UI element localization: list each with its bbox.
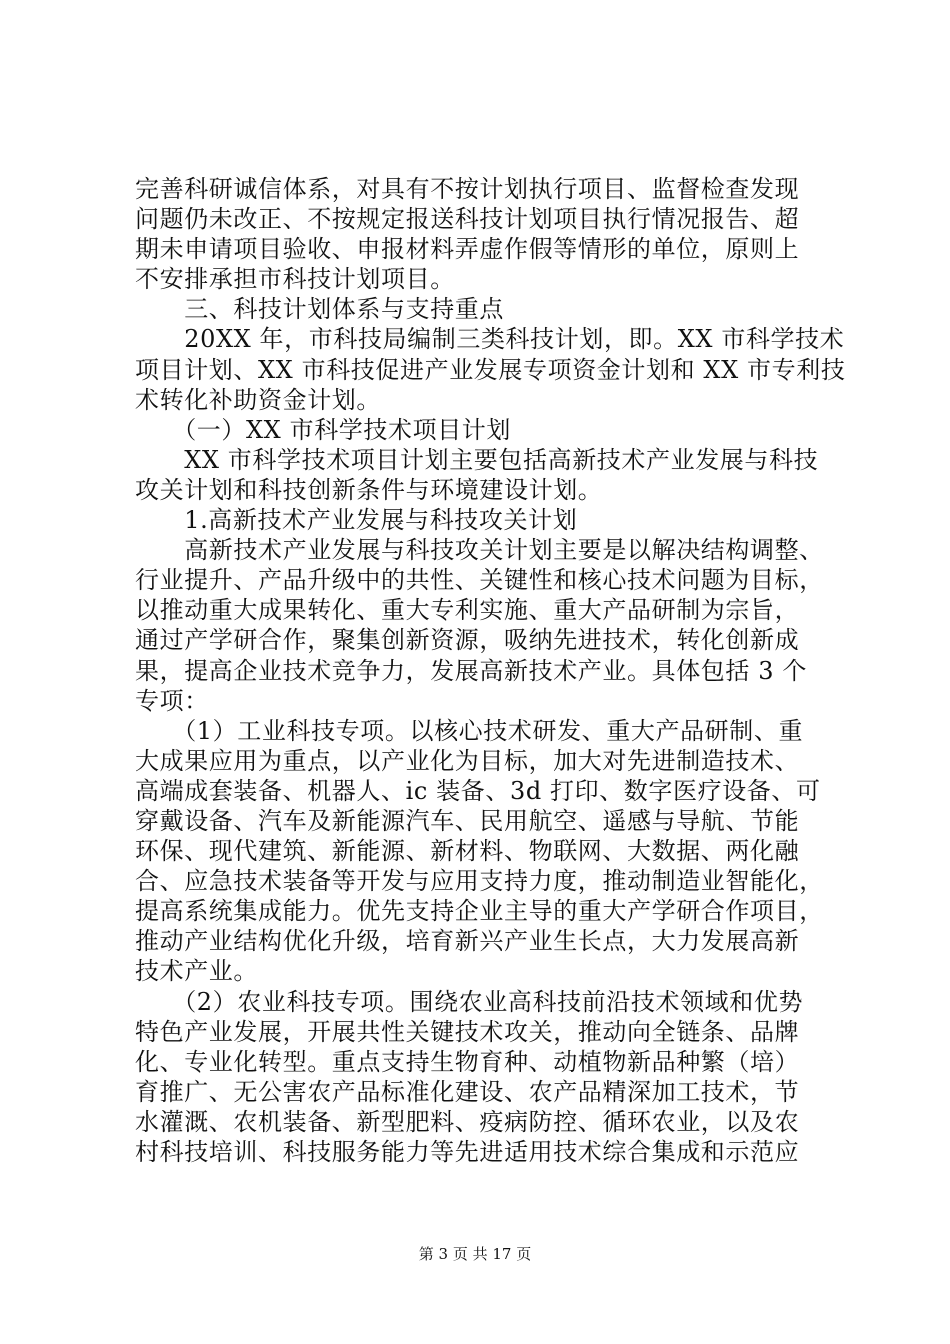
- text-line: 特色产业发展，开展共性关键技术攻关，推动向全链条、品牌: [135, 1017, 800, 1046]
- text-line: 育推广、无公害农产品标准化建设、农产品精深加工技术，节: [135, 1077, 800, 1106]
- text-line: 高端成套装备、机器人、ic 装备、3d 打印、数字医疗设备、可: [135, 776, 821, 805]
- subsection-heading: 1.高新技术产业发展与科技攻关计划: [135, 506, 578, 535]
- text-line: 项目计划、XX 市科技促进产业发展专项资金计划和 XX 市专利技: [135, 355, 846, 384]
- page-footer: 第 3 页 共 17 页: [418, 1245, 532, 1263]
- document-body: [135, 174, 846, 1167]
- text-line: 以推动重大成果转化、重大专利实施、重大产品研制为宗旨，: [135, 596, 800, 625]
- section-heading: 三、科技计划体系与支持重点: [135, 295, 504, 324]
- text-line: （2）农业科技专项。围绕农业高科技前沿技术领域和优势: [135, 987, 804, 1016]
- text-line: 果，提高企业技术竞争力，发展高新技术产业。具体包括 3 个: [135, 656, 807, 685]
- text-line: 术转化补助资金计划。: [135, 385, 381, 414]
- text-line: XX 市科学技术项目计划主要包括高新技术产业发展与科技: [135, 445, 819, 474]
- text-line: 水灌溉、农机装备、新型肥料、疫病防控、循环农业，以及农: [135, 1107, 800, 1136]
- text-line: 大成果应用为重点，以产业化为目标，加大对先进制造技术、: [135, 746, 800, 775]
- text-line: 专项：: [135, 686, 209, 715]
- text-line: 完善科研诚信体系，对具有不按计划执行项目、监督检查发现: [135, 175, 800, 203]
- text-line: （1）工业科技专项。以核心技术研发、重大产品研制、重: [135, 716, 804, 745]
- text-line: 村科技培训、科技服务能力等先进适用技术综合集成和示范应: [135, 1138, 800, 1166]
- text-line: 不安排承担市科技计划项目。: [135, 265, 455, 294]
- text-line: 穿戴设备、汽车及新能源汽车、民用航空、遥感与导航、节能: [135, 806, 800, 835]
- text-line: 化、专业化转型。重点支持生物育种、动植物新品种繁（培）: [135, 1047, 800, 1076]
- text-line: 问题仍未改正、不按规定报送科技计划项目执行情况报告、超: [135, 205, 800, 234]
- text-line: 20XX 年，市科技局编制三类科技计划，即。XX 市科学技术: [135, 325, 845, 354]
- text-line: 合、应急技术装备等开发与应用支持力度，推动制造业智能化，: [135, 867, 824, 896]
- text-line: 提高系统集成能力。优先支持企业主导的重大产学研合作项目，: [135, 897, 824, 926]
- text-line: 环保、现代建筑、新能源、新材料、物联网、大数据、两化融: [135, 837, 800, 866]
- text-line: 推动产业结构优化升级，培育新兴产业生长点，大力发展高新: [135, 927, 800, 956]
- text-line: 攻关计划和科技创新条件与环境建设计划。: [135, 475, 603, 504]
- text-line: 行业提升、产品升级中的共性、关键性和核心技术问题为目标，: [135, 566, 824, 595]
- text-line: 高新技术产业发展与科技攻关计划主要是以解决结构调整、: [135, 536, 824, 565]
- text-line: 技术产业。: [135, 957, 258, 986]
- subsection-heading: （一）XX 市科学技术项目计划: [135, 415, 511, 444]
- text-line: 通过产学研合作，聚集创新资源，吸纳先进技术，转化创新成: [135, 626, 800, 655]
- text-line: 期未申请项目验收、申报材料弄虚作假等情形的单位，原则上: [135, 235, 800, 264]
